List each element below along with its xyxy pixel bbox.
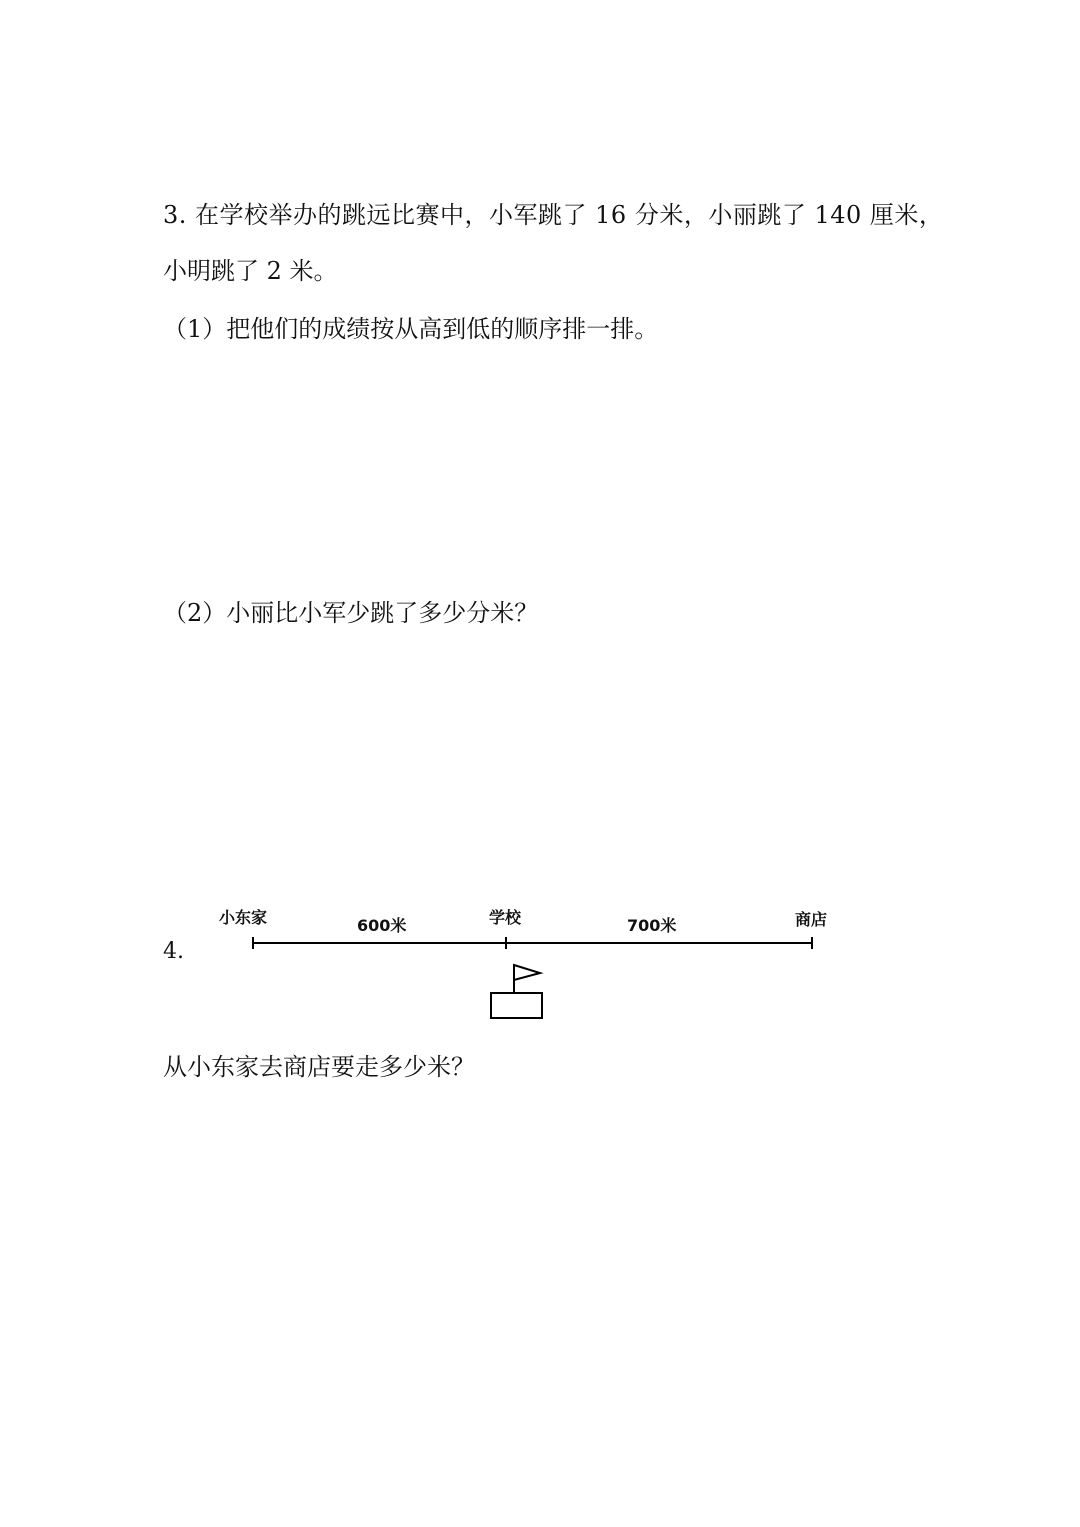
home-label: 小东家 <box>219 908 268 927</box>
question-4-text: 从小东家去商店要走多少米？ <box>163 1053 475 1081</box>
route-line-drawing <box>240 930 830 1030</box>
question-3-line-1: 3. 在学校举办的跳远比赛中，小军跳了 16 分米，小丽跳了 140 厘米， <box>163 201 944 229</box>
distance-school-shop-label: 700米 <box>627 916 677 935</box>
question-3-part-1: （1）把他们的成绩按从高到低的顺序排一排。 <box>163 315 659 343</box>
question-3-part-2: （2）小丽比小军少跳了多少分米？ <box>163 599 539 627</box>
question-3-line-2: 小明跳了 2 米。 <box>163 257 338 285</box>
question-4-number: 4. <box>163 939 184 964</box>
school-label: 学校 <box>489 908 522 927</box>
shop-label: 商店 <box>795 910 828 929</box>
flag-icon <box>514 965 540 980</box>
school-building-icon <box>491 965 542 1018</box>
distance-home-school-label: 600米 <box>357 916 407 935</box>
building-icon <box>491 993 542 1018</box>
